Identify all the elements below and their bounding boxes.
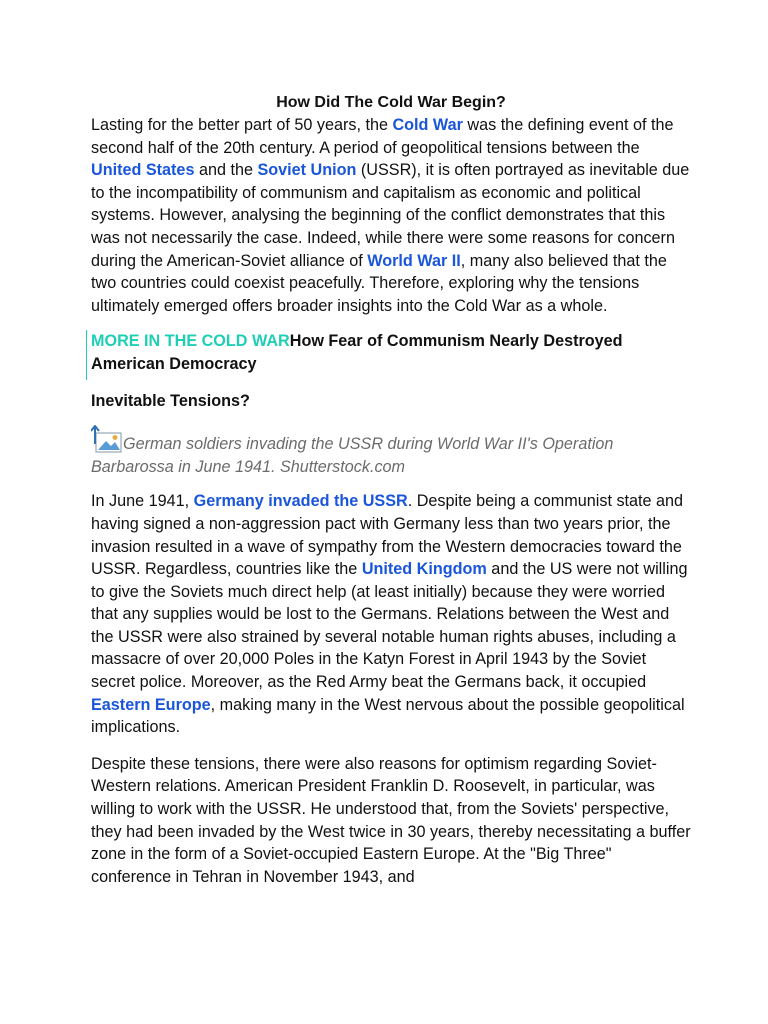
link-eastern-europe[interactable]: Eastern Europe: [91, 695, 211, 714]
figure: [91, 425, 691, 478]
section-heading: Inevitable Tensions?: [91, 391, 250, 410]
related-article-callout: [91, 330, 691, 375]
link-cold-war[interactable]: Cold War: [392, 116, 463, 134]
more-label: MORE IN THE COLD WAR: [91, 332, 290, 351]
figure-caption-wrap: [91, 435, 613, 476]
article-title: How Did The Cold War Begin?: [276, 94, 506, 111]
article-body: [91, 92, 691, 888]
paragraph-2: In June 1941, Germany invaded the USSR. Despite being a communist state and having signed a non-aggression pact with Germany less than two years prior, the invasion resulted in a wave of sympathy from the Western democracies toward the USSR. Regardless, countries like the United Kingdom and the US were not willing to give the Soviets much direct help (at least initially) because they were worried that any supplies would be lost to the Germans. Relations between the West and the USSR were also strained by several notable human rights abuses, including a massacre of over 20,000 Poles in the Katyn Forest in April 1943 by the Soviet secret police. Moreover, as the Red Army beat the Germans back, it occupied Eastern Europe, making many in the West nervous about the possible geopolitical implications.: [91, 492, 688, 737]
figure-caption: German soldiers invading the USSR during World War II's Operation Barbarossa in June 1941. Shutterstock.com: [91, 435, 614, 476]
link-united-states[interactable]: United States: [91, 161, 195, 180]
broken-image-icon: [91, 425, 123, 453]
related-article-link[interactable]: How Fear of Communism Nearly Destroyed American Democracy: [91, 332, 623, 373]
link-world-war-ii[interactable]: World War II: [367, 251, 461, 270]
link-united-kingdom[interactable]: United Kingdom: [361, 560, 487, 579]
intro-paragraph: Lasting for the better part of 50 years, the Cold War was the defining event of the second half of the 20th century. A period of geopolitical tensions between the United States and the Soviet Union (USSR), it is often portrayed as inevitable due to the incompatibility of communism and capitalism as economic and political systems. However, analysing the beginning of the conflict demonstrates that this was not necessarily the case. Indeed, while there were some reasons for concern during the American-Soviet alliance of World War II, many also believed that the two countries could coexist peacefully. Therefore, exploring why the tensions ultimately emerged offers broader insights into the Cold War as a whole.: [91, 116, 690, 315]
link-germany-invaded-ussr[interactable]: Germany invaded the USSR: [193, 492, 408, 511]
paragraph-3: Despite these tensions, there were also reasons for optimism regarding Soviet-Western relations. American President Franklin D. Roosevelt, in particular, was willing to work with the USSR. He understood that, from the Soviets' perspective, they had been invaded by the West twice in 30 years, thereby necessitating a buffer zone in the form of a Soviet-occupied Eastern Europe. At the "Big Three" conference in Tehran in November 1943, and: [91, 754, 691, 886]
link-soviet-union[interactable]: Soviet Union: [257, 161, 357, 180]
callout-accent-bar: [86, 330, 87, 380]
